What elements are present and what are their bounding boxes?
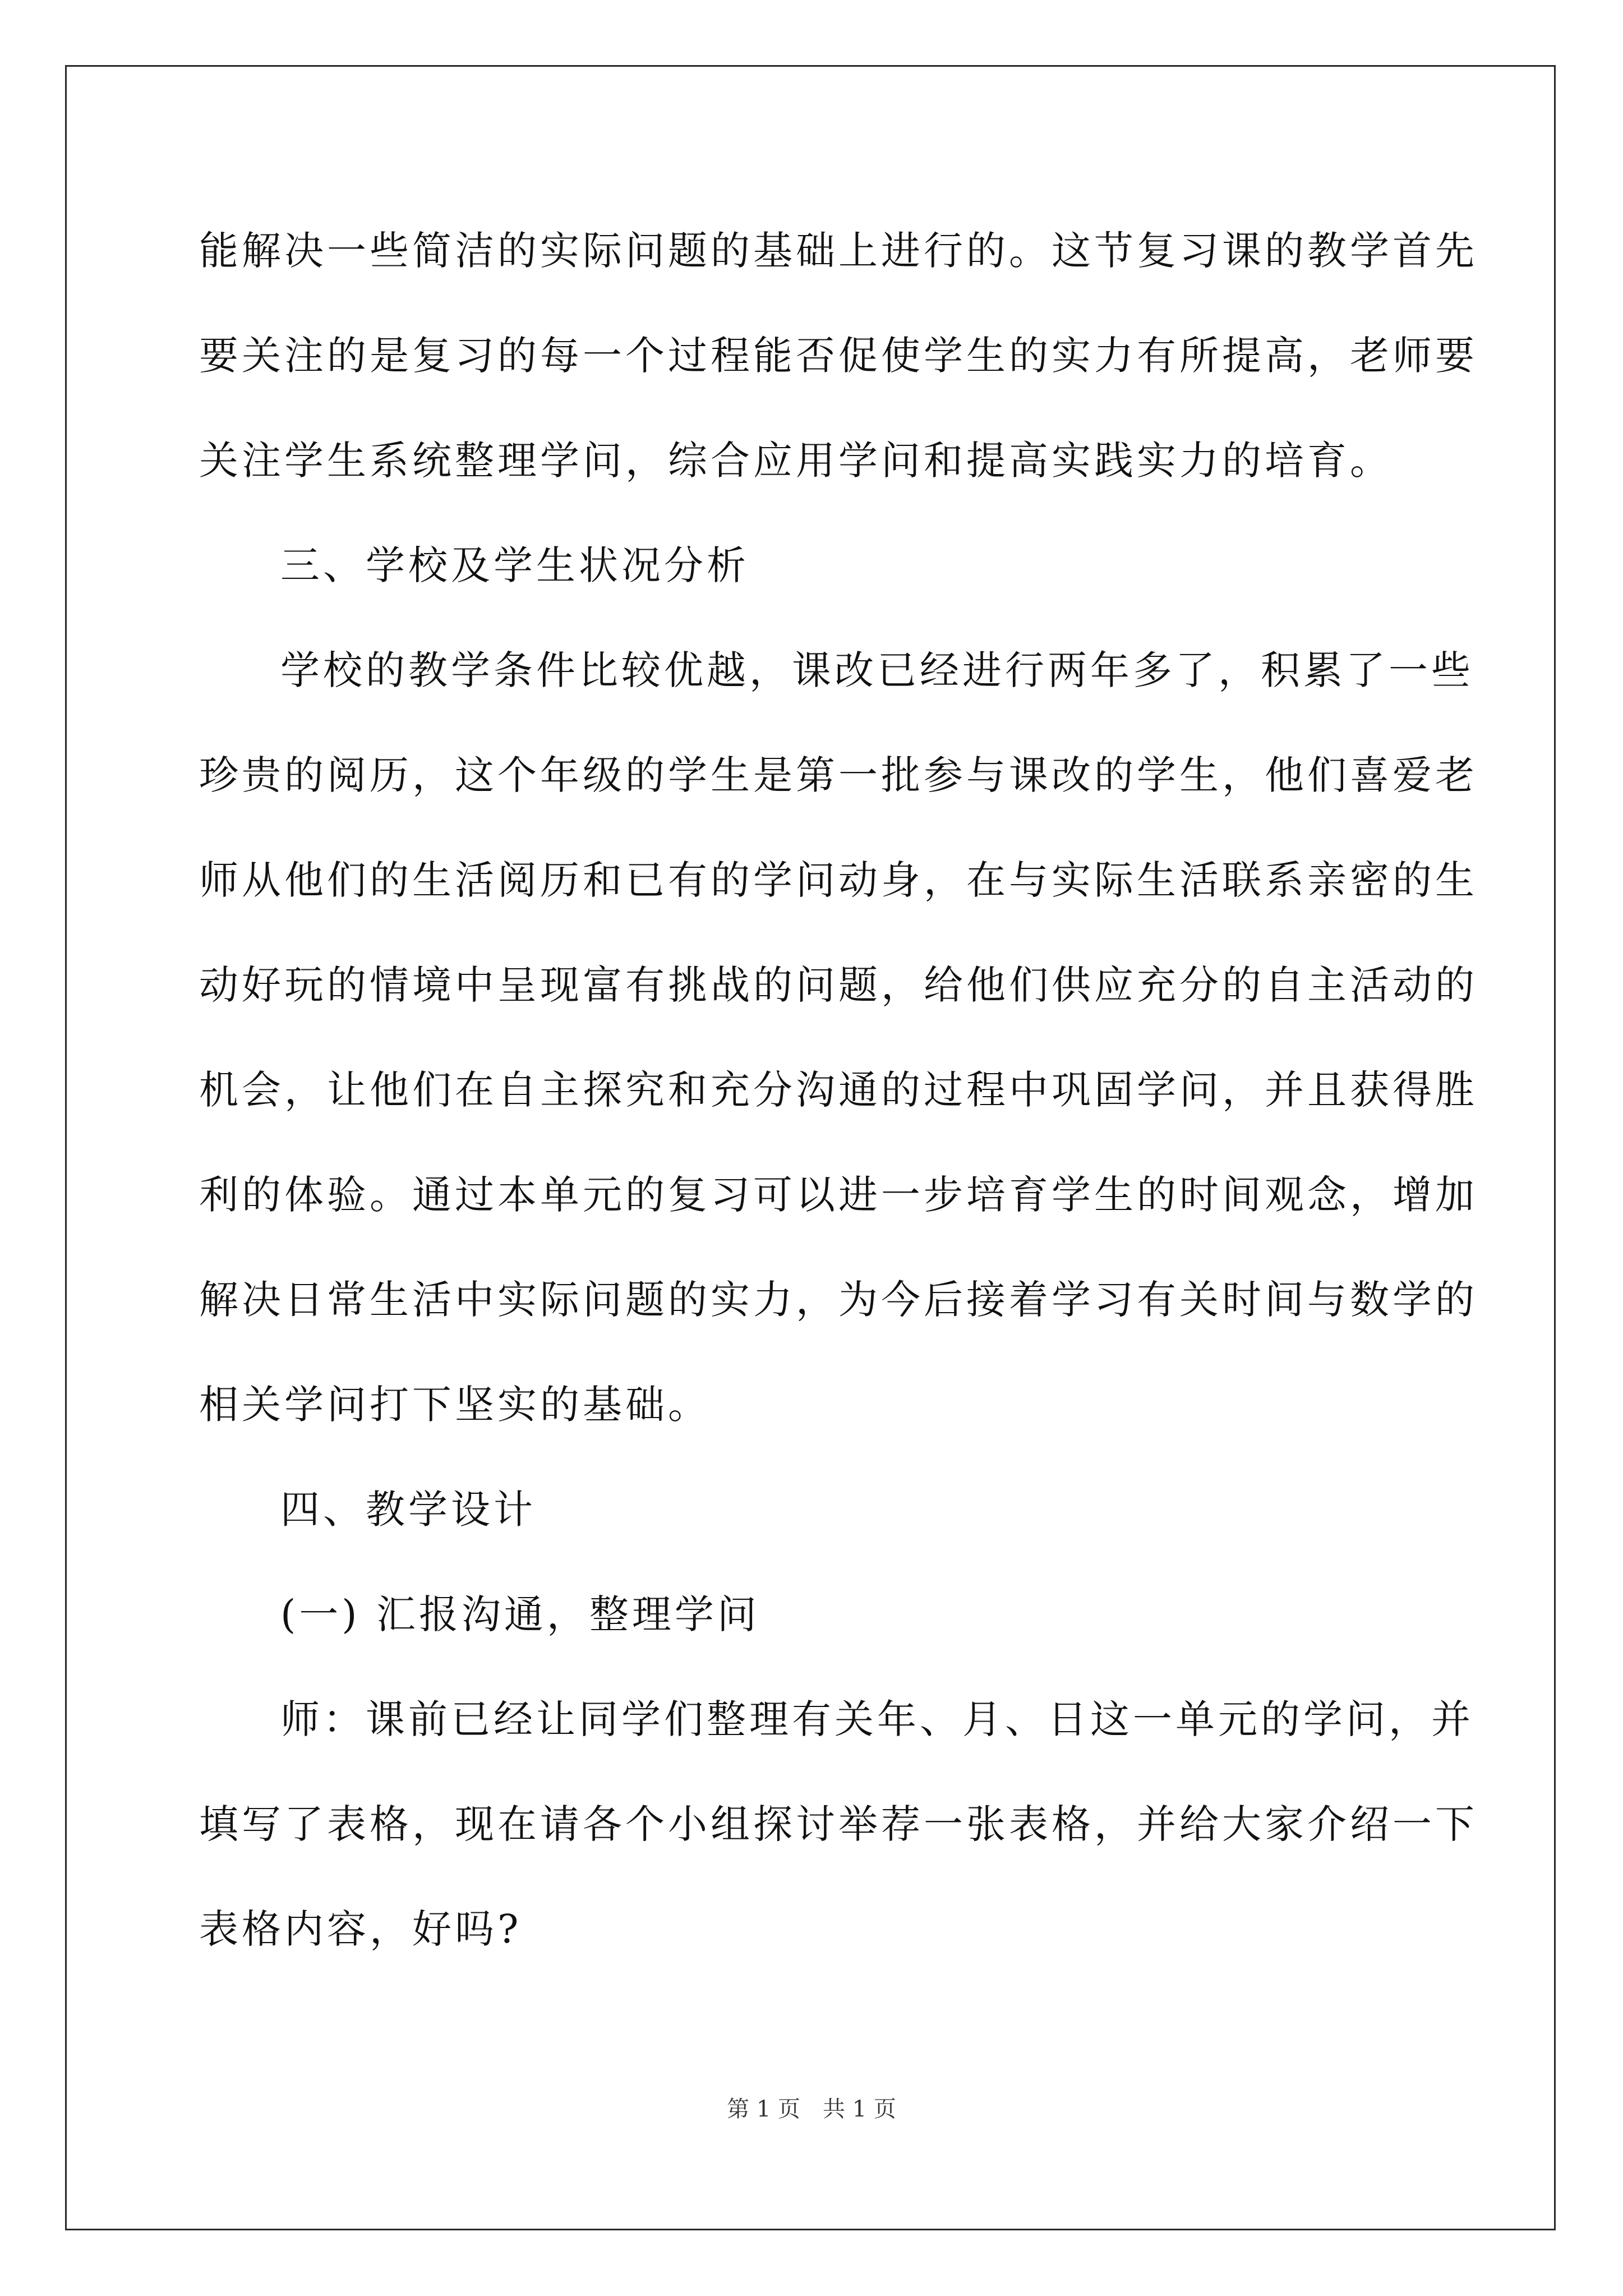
text-line-7: 师从他们的生活阅历和已有的学问动身，在与实际生活联系亲密的生 (199, 857, 1478, 903)
text-line-15: 师：课前已经让同学们整理有关年、月、日这一单元的学问，并 (280, 1696, 1474, 1742)
subsection-heading-1: (一) 汇报沟通，整理学问 (280, 1591, 760, 1637)
text-line-11: 解决日常生活中实际问题的实力，为今后接着学习有关时间与数学的 (199, 1277, 1478, 1323)
text-line-5: 学校的教学条件比较优越，课改已经进行两年多了，积累了一些 (280, 647, 1474, 693)
text-line-8: 动好玩的情境中呈现富有挑战的问题，给他们供应充分的自主活动的 (199, 962, 1478, 1008)
text-line-2: 要关注的是复习的每一个过程能否促使学生的实力有所提高，老师要 (199, 333, 1478, 379)
text-line-17: 表格内容，好吗? (199, 1906, 522, 1952)
section-heading-3: 三、学校及学生状况分析 (280, 542, 749, 588)
text-line-9: 机会，让他们在自主探究和充分沟通的过程中巩固学问，并且获得胜 (199, 1067, 1478, 1113)
text-line-16: 填写了表格，现在请各个小组探讨举荐一张表格，并给大家介绍一下 (199, 1801, 1478, 1847)
text-line-1: 能解决一些简洁的实际问题的基础上进行的。这节复习课的教学首先 (199, 228, 1478, 274)
text-line-10: 利的体验。通过本单元的复习可以进一步培育学生的时间观念，增加 (199, 1172, 1478, 1218)
text-line-3: 关注学生系统整理学问，综合应用学问和提高实践实力的培育。 (199, 438, 1393, 484)
page-number-footer: 第 1 页 共 1 页 (727, 2096, 896, 2122)
page-border (65, 65, 1556, 2230)
text-line-6: 珍贵的阅历，这个年级的学生是第一批参与课改的学生，他们喜爱老 (199, 752, 1478, 798)
section-heading-4: 四、教学设计 (280, 1487, 536, 1533)
text-line-12: 相关学问打下坚实的基础。 (199, 1382, 711, 1428)
